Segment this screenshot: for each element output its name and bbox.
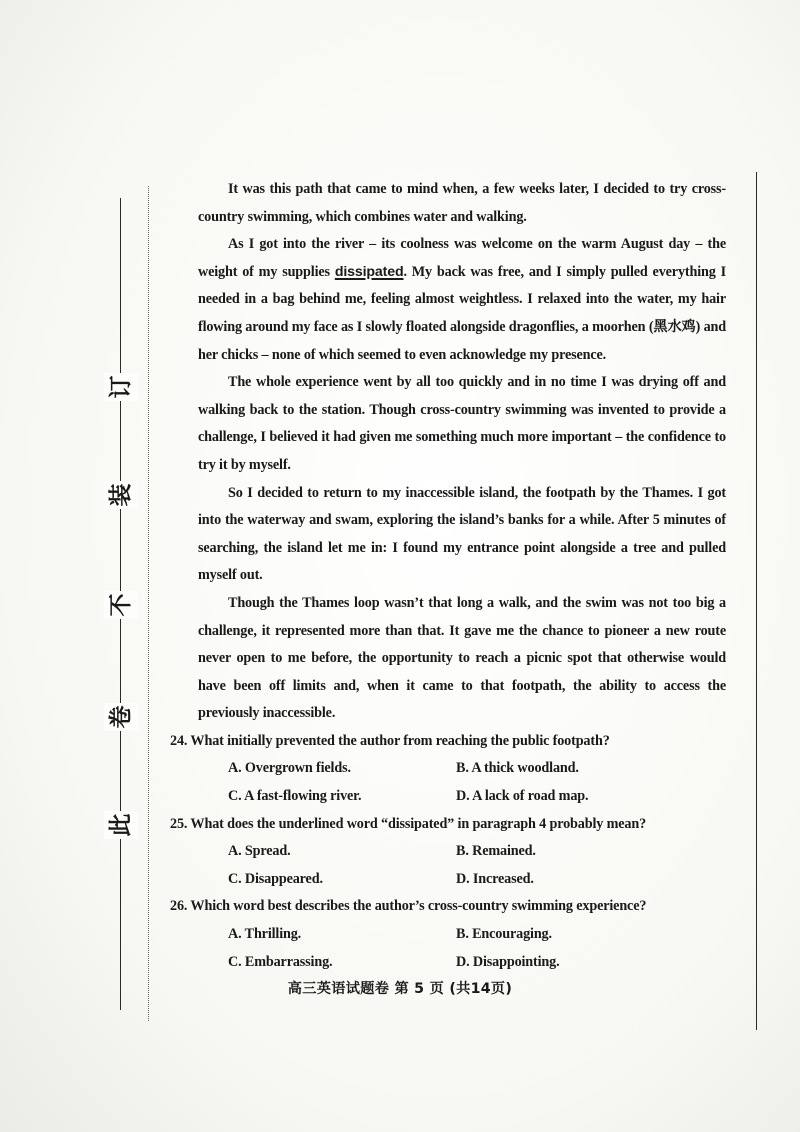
- answer-option[interactable]: B. Remained.: [456, 843, 536, 860]
- margin-seal-char: 订: [104, 373, 138, 401]
- question-stem: 25. What does the underlined word “dissipated” in paragraph 4 probably mean?: [170, 815, 647, 832]
- margin-seal-char: 卷: [104, 703, 138, 731]
- question-stem: 26. Which word best describes the author’s cross-country swimming experience?: [170, 898, 647, 915]
- page-border-right: [756, 172, 757, 1030]
- reading-passage: [170, 176, 726, 976]
- passage-paragraph: The whole experience went by all too quickly and in no time I was drying off and walking back to the station. Though cross-country swimming was invented to provide a challenge, I believed it had given me something much more important – the confidence to try it by myself.: [198, 374, 726, 473]
- passage-paragraph: Though the Thames loop wasn’t that long a walk, and the swim was not too big a challenge, it represented more than that. It gave me the chance to pioneer a new route never open to me before, the opportunity to reach a picnic spot that otherwise would have been off limits and, when it came to that footpath, the ability to access the previously inaccessible.: [198, 594, 726, 722]
- options-row: [198, 949, 726, 977]
- options-row: [198, 921, 726, 949]
- margin-seal-char: 此: [104, 811, 138, 839]
- binding-dotted-line: [148, 186, 149, 1021]
- answer-option[interactable]: B. A thick woodland.: [456, 760, 579, 777]
- options-row: [198, 866, 726, 894]
- answer-option[interactable]: D. Increased.: [456, 870, 534, 887]
- margin-seal-char: 不: [104, 591, 138, 619]
- options-row: [198, 783, 726, 811]
- underlined-word: dissipated: [334, 263, 404, 280]
- answer-option[interactable]: D. A lack of road map.: [456, 788, 589, 805]
- answer-option[interactable]: D. Disappointing.: [456, 953, 560, 970]
- options-row: [198, 755, 726, 783]
- answer-option[interactable]: A. Thrilling.: [228, 926, 302, 943]
- question-stem: 24. What initially prevented the author from reaching the public footpath?: [170, 732, 610, 749]
- options-row: [198, 838, 726, 866]
- margin-seal-char: 装: [104, 481, 138, 509]
- answer-option[interactable]: A. Spread.: [228, 843, 291, 860]
- answer-option[interactable]: A. Overgrown fields.: [228, 760, 351, 777]
- passage-paragraph: It was this path that came to mind when, a few weeks later, I decided to try cross-country swimming, which combines water and walking.: [198, 181, 726, 225]
- passage-paragraph: As I got into the river – its coolness was welcome on the warm August day – the weight of my supplies dissipated. My back was free, and I simply pulled everything I needed in a bag behind me, feeling almost weightless. I relaxed into the water, my hair flowing around my face as I slowly floated alongside dragonflies, a moorhen (黑水鸡) and her chicks – none of which seemed to even acknowledge my presence.: [198, 236, 726, 363]
- passage-paragraph: So I decided to return to my inaccessible island, the footpath by the Thames. I got into the waterway and swam, exploring the island’s banks for a while. After 5 minutes of searching, the island let me in: I found my entrance point alongside a tree and pulled myself out.: [198, 484, 726, 584]
- answer-option[interactable]: C. Embarrassing.: [228, 953, 333, 970]
- answer-option[interactable]: C. A fast-flowing river.: [228, 788, 362, 805]
- answer-option[interactable]: B. Encouraging.: [456, 926, 552, 943]
- answer-option[interactable]: C. Disappeared.: [228, 870, 323, 887]
- page-footer: 高三英语试题卷 第 5 页 (共14页): [287, 981, 513, 997]
